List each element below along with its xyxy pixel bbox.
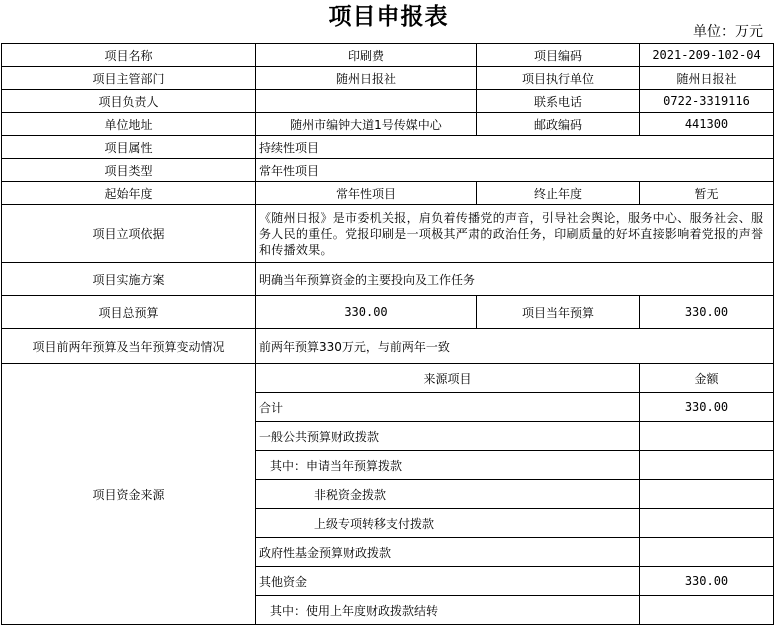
table-row (2, 364, 774, 393)
start-label: 起始年度 (2, 182, 256, 205)
table-row (2, 67, 774, 90)
fund-header-source: 来源项目 (256, 364, 640, 393)
name-label: 项目名称 (2, 44, 256, 67)
start-value: 常年性项目 (256, 182, 477, 205)
fund-item-amount: 330.00 (640, 567, 774, 596)
post-label: 邮政编码 (477, 113, 640, 136)
table-row (2, 263, 774, 296)
fund-item-amount (640, 538, 774, 567)
total-value: 330.00 (256, 296, 477, 329)
fund-item-amount: 330.00 (640, 393, 774, 422)
fund-item-amount (640, 480, 774, 509)
phone-label: 联系电话 (477, 90, 640, 113)
type-value: 常年性项目 (256, 159, 774, 182)
fund-source-label: 项目资金来源 (2, 364, 256, 625)
fund-item-label: 其他资金 (256, 567, 640, 596)
fund-item-label: 其中：申请当年预算拨款 (256, 451, 640, 480)
year-budget-value: 330.00 (640, 296, 774, 329)
leader-label: 项目负责人 (2, 90, 256, 113)
table-row (2, 329, 774, 364)
table-row (2, 159, 774, 182)
change-label: 项目前两年预算及当年预算变动情况 (2, 329, 256, 364)
end-label: 终止年度 (477, 182, 640, 205)
fund-item-label: 政府性基金预算财政拨款 (256, 538, 640, 567)
name-value: 印刷费 (256, 44, 477, 67)
fund-item-amount (640, 509, 774, 538)
type-label: 项目类型 (2, 159, 256, 182)
end-value: 暂无 (640, 182, 774, 205)
change-value: 前两年预算330万元，与前两年一致 (256, 329, 774, 364)
fund-item-label: 合计 (256, 393, 640, 422)
basis-label: 项目立项依据 (2, 205, 256, 263)
addr-label: 单位地址 (2, 113, 256, 136)
table-row (2, 182, 774, 205)
exec-value: 随州日报社 (640, 67, 774, 90)
year-budget-label: 项目当年预算 (477, 296, 640, 329)
code-value: 2021-209-102-04 (640, 44, 774, 67)
fund-item-label: 非税资金拨款 (256, 480, 640, 509)
dept-value: 随州日报社 (256, 67, 477, 90)
table-row (2, 90, 774, 113)
code-label: 项目编码 (477, 44, 640, 67)
fund-item-amount (640, 596, 774, 625)
leader-value (256, 90, 477, 113)
fund-item-amount (640, 422, 774, 451)
plan-label: 项目实施方案 (2, 263, 256, 296)
addr-value: 随州市编钟大道1号传媒中心 (256, 113, 477, 136)
phone-value: 0722-3319116 (640, 90, 774, 113)
basis-value: 《随州日报》是市委机关报，肩负着传播党的声音，引导社会舆论，服务中心、服务社会、服务人民的重任。党报印刷是一项极其严肃的政治任务，印刷质量的好坏直接影响着党报的声誉和传播效果。 (256, 205, 774, 263)
fund-header-amount: 金额 (640, 364, 774, 393)
plan-value: 明确当年预算资金的主要投向及工作任务 (256, 263, 774, 296)
table-row (2, 113, 774, 136)
attr-label: 项目属性 (2, 136, 256, 159)
form-title: 项目申报表 (328, 4, 449, 30)
dept-label: 项目主管部门 (2, 67, 256, 90)
post-value: 441300 (640, 113, 774, 136)
table-row (2, 136, 774, 159)
fund-item-amount (640, 451, 774, 480)
fund-item-label: 其中：使用上年度财政拨款结转 (256, 596, 640, 625)
table-row (2, 44, 774, 67)
unit-label: 单位：万元 (693, 24, 763, 40)
exec-label: 项目执行单位 (477, 67, 640, 90)
attr-value: 持续性项目 (256, 136, 774, 159)
table-row (2, 296, 774, 329)
total-label: 项目总预算 (2, 296, 256, 329)
table-row (2, 205, 774, 263)
fund-item-label: 一般公共预算财政拨款 (256, 422, 640, 451)
project-application-table (1, 43, 774, 625)
fund-item-label: 上级专项转移支付拨款 (256, 509, 640, 538)
